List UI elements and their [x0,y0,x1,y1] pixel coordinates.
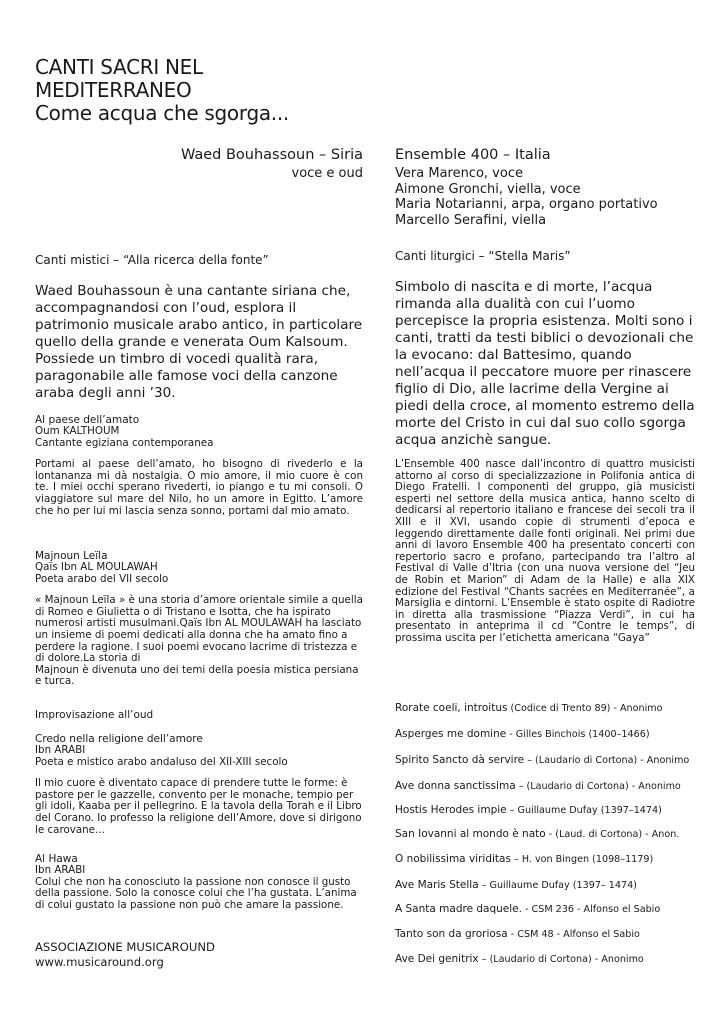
track-meta: (Laudario di Cortona) - Anonimo [489,954,644,965]
track-separator: – [506,805,518,816]
piece-title: Majnoun Leïla [35,550,108,562]
piece-author: Qaïs Ibn AL MOULAWAH [35,561,158,573]
member: Maria Notarianni, arpa, organo portativo [395,197,658,212]
track-meta: H. von Bingen (1098–1179) [521,854,654,865]
page-title [35,56,289,125]
track-meta: CSM 48 - Alfonso el Sabio [517,929,640,940]
piece-title: Al paese dell’amato [35,414,140,426]
track-meta: (Codice di Trento 89) - Anonimo [510,703,663,714]
track-meta: (Laud. di Cortona) - Anon. [555,829,680,840]
ensemble-bio: L’Ensemble 400 nasce dall’incontro di quattro musicisti attorno al corso di specializzazione in Polifonia antica di Diego Fratelli. I componenti del gruppo, già musicisti esperti nel settore della musica antica, hanno scelto di dedicarsi al repertorio italiano e francese dei secoli tra il XIII e il XVI, usando copie di strumenti d’epoca e leggendo direttamente dalle fonti originali. Nei primi due anni di lavoro Ensemble 400 ha presentato concerti con repertorio sacro e profano, partecipando tra l’altro al Festival di Valle d’Itria (con una nuova versione del “Jeu de Robin et Marion” di Adam de la Halle) e alla XIX edizione del Festival “Chants sacrées en Mediterranée”, a Marsiglia e dintorni. L’Ensemble è stato ospite di Radiotre in diretta alla trasmissione “Piazza Verdi”, in cui ha presentato in anteprima il cd “Contre le temps”, di prossima uscita per l’etichetta americana “Gaya” [395,458,695,644]
piece-al-hawa [35,853,363,911]
track-item [395,879,715,891]
piece-text: Portami al paese dell’amato, ho bisogno di rivederlo e la lontananza mi dà nostalgia. O mio amore, il mio cuore è con te. I miei occhi sperano rivederti, io piango e tu mi consoli. O viaggiatore sul mare del Nilo, ho un amore in Egitto. L’amore che ho per lui mi lascia senza sonno, portami dal mio amato. [35,458,363,517]
track-meta: (Laudario di Cortona) - Anonimo [535,755,690,766]
piece-author-note: Poeta arabo del VII secolo [35,572,169,585]
track-title: Tanto son da groriosa [395,928,508,940]
track-meta: Guillaume Dufay (1397–1474) [517,805,662,816]
track-item [395,928,715,940]
member: Marcello Serafini, viella [395,212,547,228]
track-separator: – [515,781,527,792]
title-line-1: CANTI SACRI NEL [35,55,203,79]
track-title: Hostis Herodes impie [395,804,507,816]
track-meta: CSM 236 - Alfonso el Sabio [531,904,661,915]
left-artist-role: voce e oud [291,166,363,181]
track-title: Rorate coeli, introitus [395,702,508,714]
title-line-2: MEDITERRANEO [35,78,192,102]
right-intro: Simbolo di nascita e di morte, l’acqua rimanda alla dualità con cui l’uomo percepisce la propria esistenza. Molti sono i canti, tratti da testi biblici o devozionali che la evocano: dal Battesimo, quando nell’acqua il peccatore muore per rinascere figlio di Dio, alle lacrime della Vergine ai piedi della croce, al momento estremo della morte del Cristo in cui dal suo collo sgorga acqua anzichè sangue. [395,279,695,448]
track-item [395,754,715,766]
track-item [395,853,715,865]
track-item [395,804,715,816]
piece-text: Colui che non ha conosciuto la passione non conosce il gusto della passione. Solo la conosce colui che l’ha gustata. L’anima di colui gustato la passione non può che amare la passione. [35,875,357,911]
ensemble-members [395,166,695,228]
track-title: San Iovanni al mondo è nato [395,828,546,840]
left-intro: Waed Bouhassoun è una cantante siriana che, accompagnandosi con l’oud, esplora il patrimonio musicale arabo antico, in particolare quello della grande e venerata Oum Kalsoum. Possiede un timbro di vocedi qualità rara, paragonabile alle famose voci della canzone araba degli anni ’30. [35,283,363,401]
piece-author-note: Poeta e mistico arabo andaluso del XII-XIII secolo [35,755,288,768]
track-separator: - [521,904,532,915]
track-item [395,953,715,965]
piece-title: Credo nella religione dell’amore [35,733,203,745]
track-title: O nobilissima viriditas [395,853,511,865]
track-item [395,828,715,840]
track-separator: - [507,929,518,940]
piece-text: Il mio cuore è diventato capace di prendere tutte le forme: è pastore per le gazzelle, convento per le monache, tempio per gli idoli, Kaaba per il pellegrino. E la tavola della Torah e il Libro del Corano. Io professo la religione dell’Amore, dove si dirigono le carovane... [35,777,362,836]
track-item [395,702,715,714]
piece-al-paese [35,414,363,517]
track-meta: Gilles Binchois (1400–1466) [515,729,650,740]
piece-title: Al Hawa [35,853,78,865]
piece-author: Ibn ARABI [35,864,86,876]
left-artist-name: Waed Bouhassoun – Siria [180,147,363,163]
piece-majnoun-leila [35,550,363,688]
track-title: Spirito Sancto dà servire [395,754,525,766]
footer-url[interactable]: www.musicaround.org [35,955,164,969]
piece-text-continued: Majnoun è divenuta uno dei temi della poesia mistica persiana e turca. [35,663,359,688]
track-separator: – [524,755,536,766]
track-title: A Santa madre daquele. [395,903,522,915]
piece-author: Oum KALTHOUM [35,425,120,437]
track-separator: - [545,829,556,840]
track-title: Ave Maris Stella [395,879,479,891]
track-title: Ave donna sanctissima [395,780,516,792]
track-item [395,728,715,740]
track-item [395,780,715,792]
right-section-title: Canti liturgici – “Stella Maris” [395,249,571,263]
track-meta: (Laudario di Cortona) - Anonimo [526,781,681,792]
left-section-title: Canti mistici – “Alla ricerca della fonte” [35,253,269,267]
piece-text: « Majnoun Leïla » è una storia d’amore orientale simile a quella di Romeo e Giulietta o di Tristano e Isotta, che ha ispirato numerosi artisti musulmani.Qaïs Ibn AL MOULAWAH ha lasciato un insieme di poemi dedicati alla donna che ha amato fino a perdere la ragione. I suoi poemi evocano lacrime di tristezza e di dolore.La storia di [35,594,363,665]
track-title: Asperges me domine [395,728,507,740]
track-separator: – [510,854,522,865]
piece-author: Ibn ARABI [35,744,86,756]
piece-credo [35,733,363,836]
member: Vera Marenco, voce [395,166,523,181]
track-separator: – [478,880,490,891]
title-line-3: Come acqua che sgorga... [35,101,289,125]
piece-author-note: Cantante egiziana contemporanea [35,436,214,449]
improvisation-label: Improvisazione all’oud [35,709,154,721]
footer [35,940,215,970]
footer-org: ASSOCIAZIONE MUSICAROUND [35,940,215,954]
track-item [395,903,715,915]
track-meta: Guillaume Dufay (1397– 1474) [489,880,637,891]
track-separator: – [478,954,490,965]
track-title: Ave Dei genitrix [395,953,479,965]
member: Aimone Gronchi, viella, voce [395,181,581,197]
right-ensemble-name: Ensemble 400 – Italia [395,147,551,163]
track-separator: - [506,729,516,740]
